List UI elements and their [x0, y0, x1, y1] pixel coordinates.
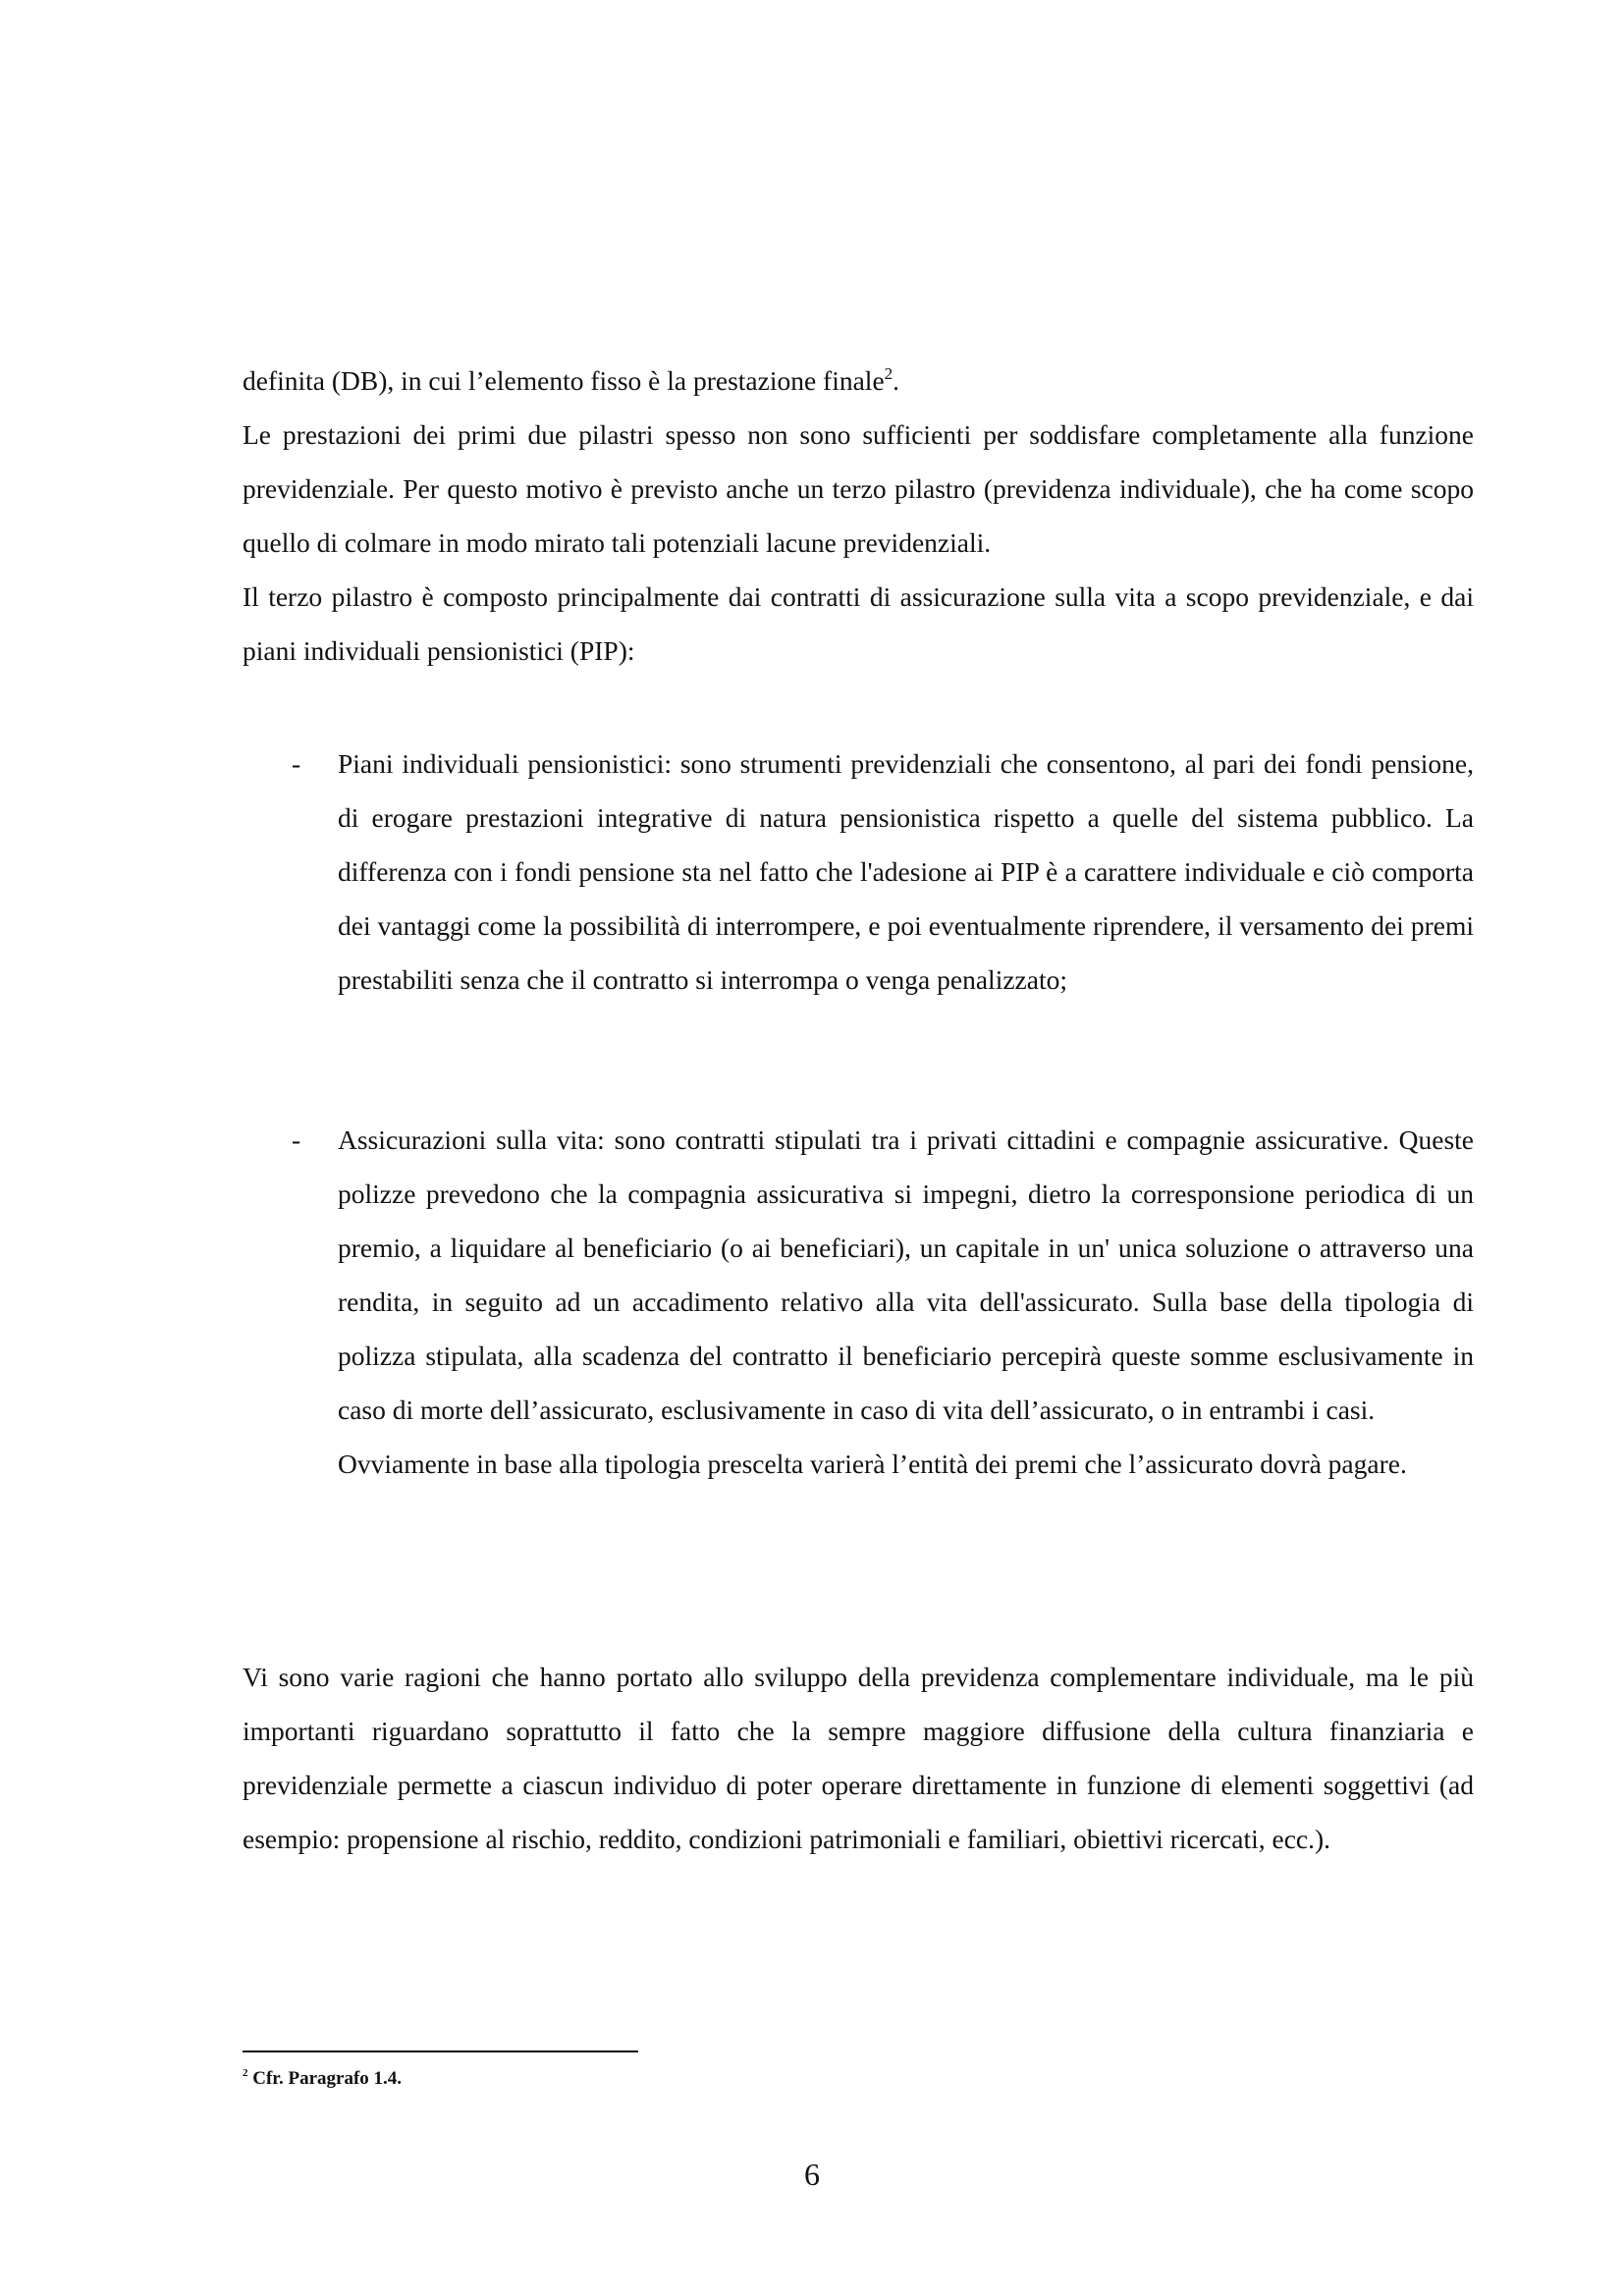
list-item-pip-text: Piani individuali pensionistici: sono strumenti previdenziali che consentono, al pari dei fondi pensione, di erogare prestazioni integrative di natura pensionistica rispetto a quelle del sistema pubblico. La differenza con i fondi pensione sta nel fatto che l'adesione ai PIP è a carattere individuale e ciò comporta dei vantaggi come la possibilità di interrompere, e poi eventualmente riprendere, il versamento dei premi prestabiliti senza che il contratto si interrompa o venga penalizzato; [338, 748, 1474, 995]
page-number: 6 [804, 2157, 820, 2192]
paragraph-third-pillar [243, 570, 1474, 678]
paragraph-intro [243, 354, 1474, 408]
list-item-pip [243, 737, 1474, 1007]
footnote-number: 2 [243, 2067, 248, 2079]
footnote-reference[interactable]: 2 [884, 364, 893, 383]
list-item-life-insurance [243, 1113, 1474, 1491]
footnote-divider [243, 2050, 638, 2052]
list-bullet-dash: - [292, 1124, 301, 1155]
paragraph-intro-end: . [893, 365, 900, 396]
footnote [243, 2066, 402, 2092]
footnote-text: Cfr. Paragrafo 1.4. [252, 2068, 403, 2089]
paragraph-closing-text: Vi sono varie ragioni che hanno portato allo sviluppo della previdenza complementare individuale, ma le più importanti riguardano soprattutto il fatto che la sempre maggiore diffusione della cultura finanziaria e previdenziale permette a ciascun individuo di poter operare direttamente in funzione di elementi soggettivi (ad esempio: propensione al rischio, reddito, condizioni patrimoniali e familiari, obiettivi ricercati, ecc.). [243, 1662, 1474, 1854]
paragraph-closing [243, 1650, 1474, 1866]
paragraph-intro-text: definita (DB), in cui l’elemento fisso è la prestazione finale [243, 365, 885, 396]
list-item-life-insurance-continuation: Ovviamente in base alla tipologia prescelta varierà l’entità dei premi che l’assicurato dovrà pagare. [338, 1449, 1407, 1479]
list-bullet-dash: - [292, 748, 301, 779]
list-item-life-insurance-text: Assicurazioni sulla vita: sono contratti stipulati tra i privati cittadini e compagnie assicurative. Queste polizze prevedono che la compagnia assicurativa si impegni, dietro la corresponsione periodica di un premio, a liquidare al beneficiario (o ai beneficiari), un capitale in un' unica soluzione o attraverso una rendita, in seguito ad un accadimento relativo alla vita dell'assicurato. Sulla base della tipologia di polizza stipulata, alla scadenza del contratto il beneficiario percepirà queste somme esclusivamente in caso di morte dell’assicurato, esclusivamente in caso di vita dell’assicurato, o in entrambi i casi. [338, 1124, 1474, 1425]
paragraph-third-pillar-text: Il terzo pilastro è composto principalmente dai contratti di assicurazione sulla vita a scopo previdenziale, e dai piani individuali pensionistici (PIP): [243, 581, 1474, 666]
paragraph-pillars [243, 408, 1474, 570]
paragraph-pillars-text: Le prestazioni dei primi due pilastri spesso non sono sufficienti per soddisfare completamente alla funzione previdenziale. Per questo motivo è previsto anche un terzo pilastro (previdenza individuale), che ha come scopo quello di colmare in modo mirato tali potenziali lacune previdenziali. [243, 419, 1474, 558]
